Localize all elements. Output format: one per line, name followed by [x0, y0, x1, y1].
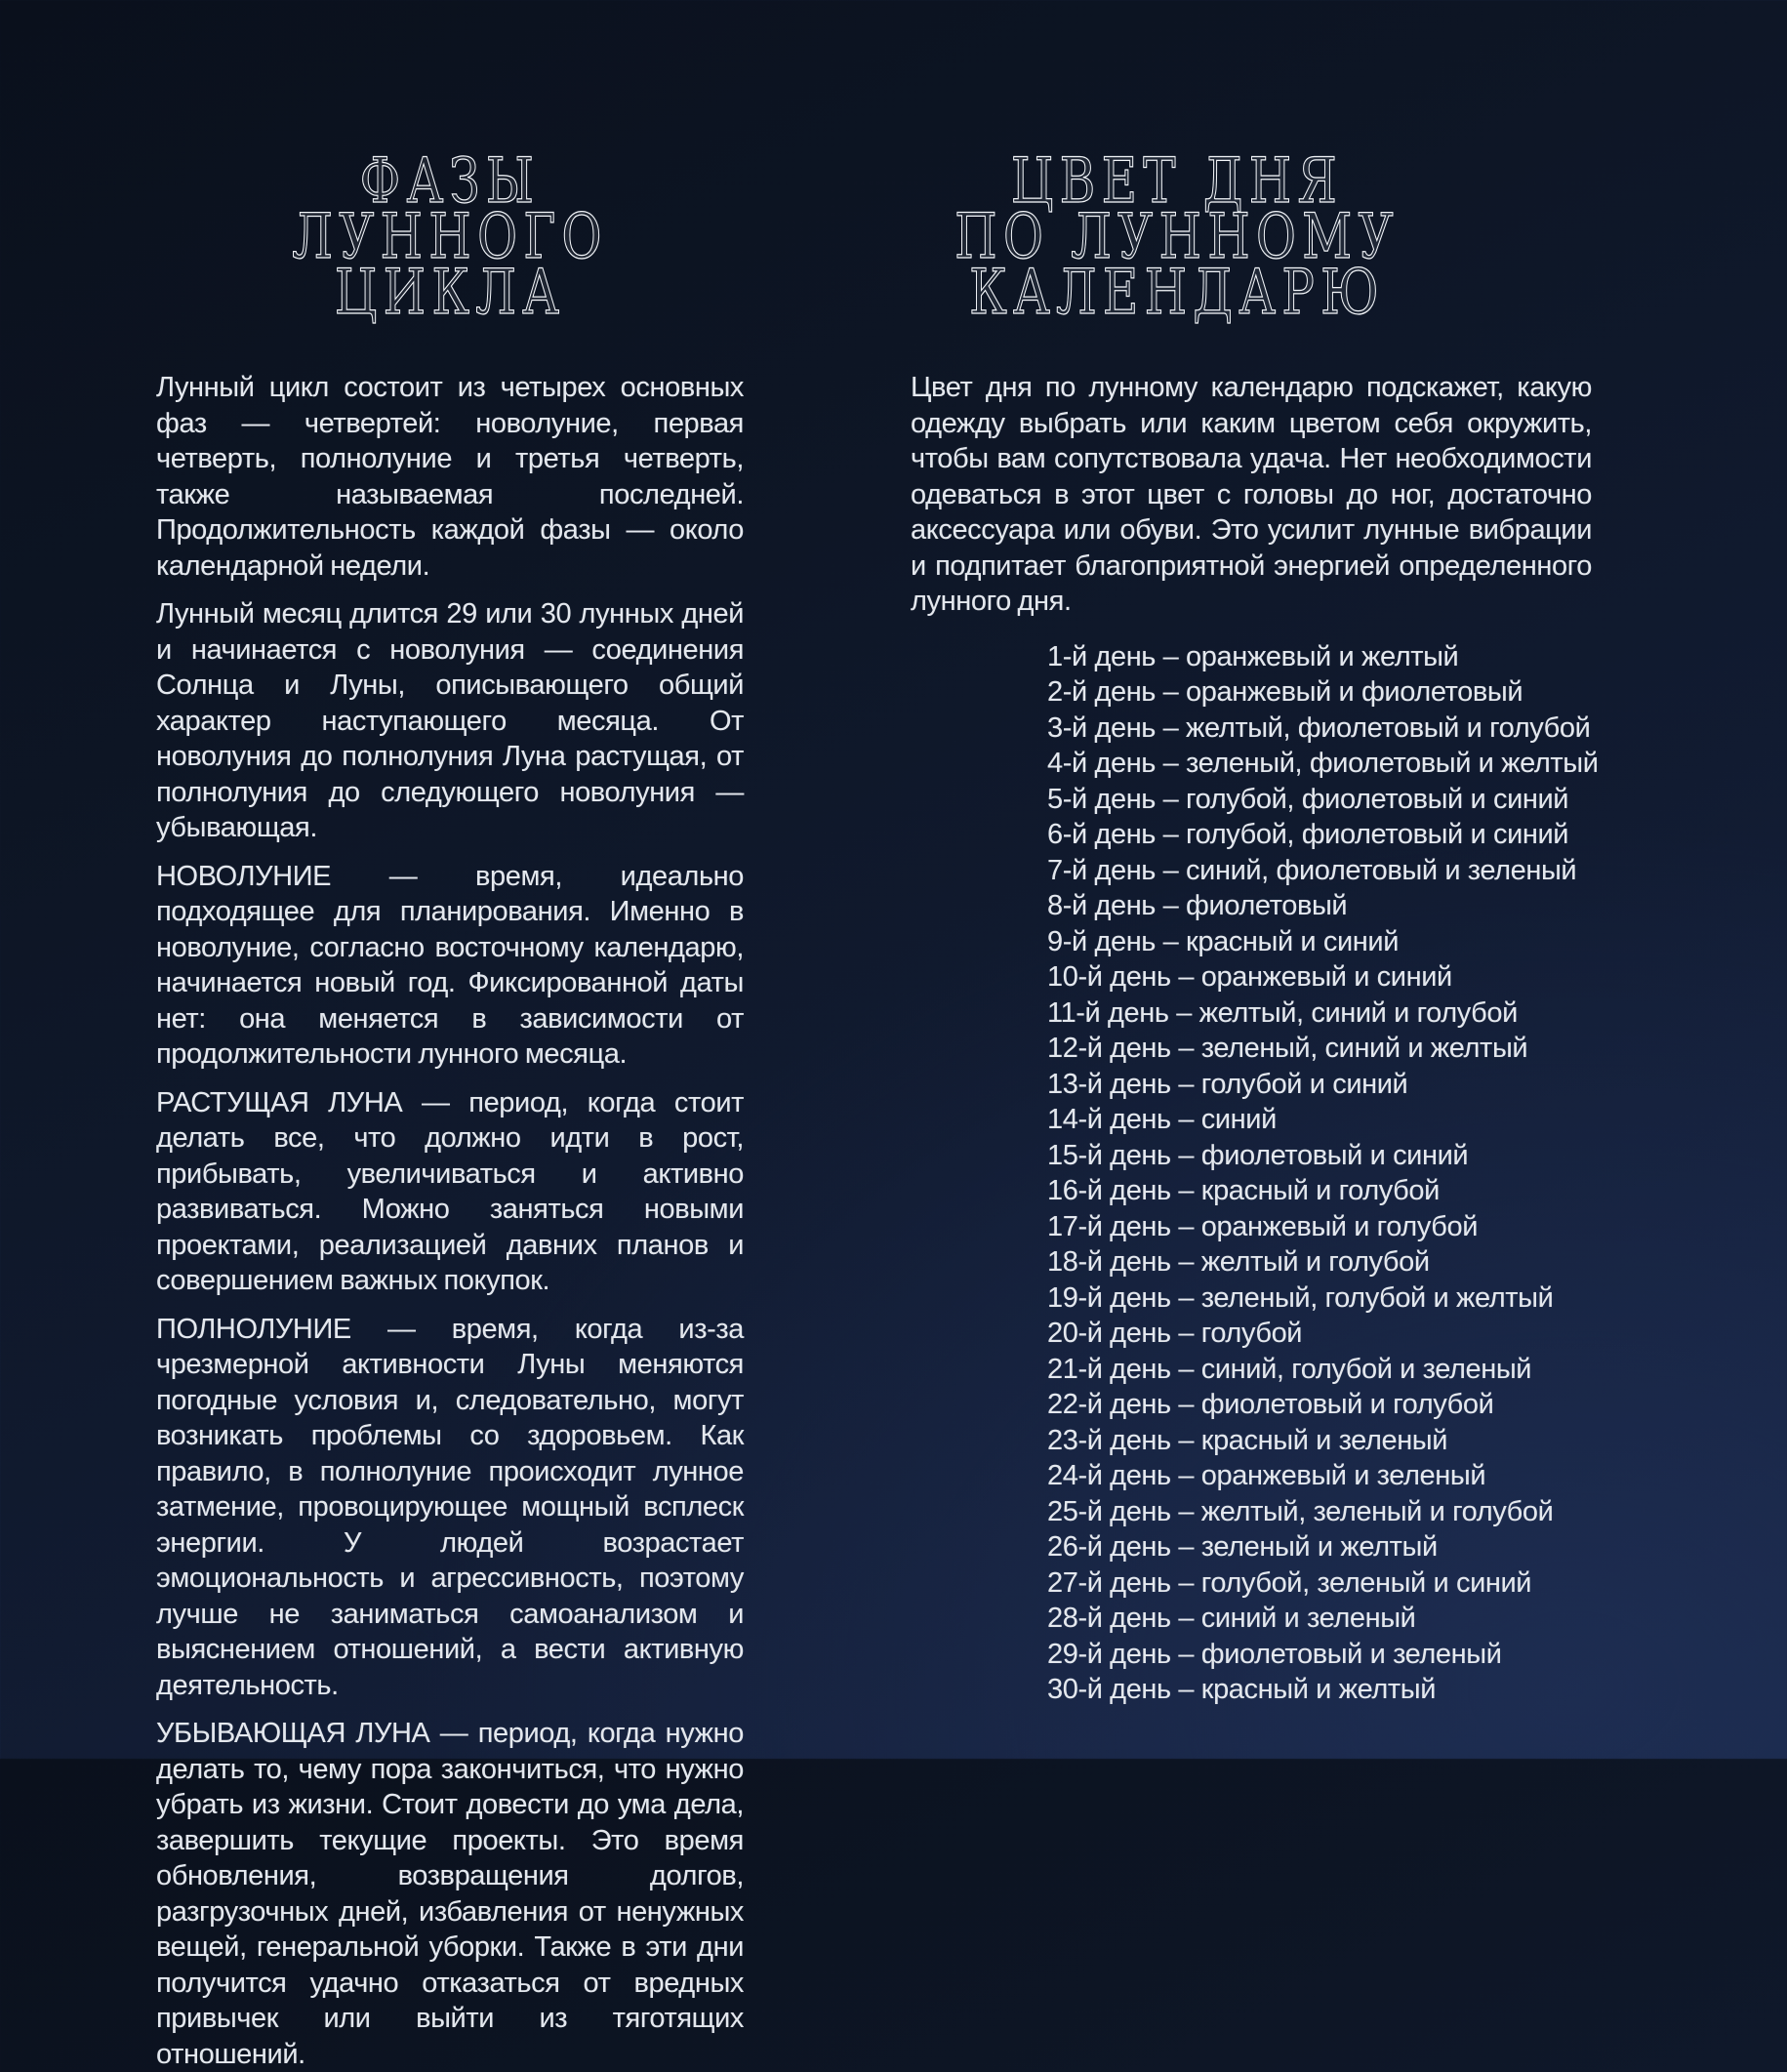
day-color-item: 30-й день – красный и желтый — [1047, 1674, 1437, 1705]
title-line: ЦИКЛА — [334, 257, 566, 329]
day-color-item: 27-й день – голубой, зеленый и синий — [1047, 1566, 1532, 1599]
title-line: КАЛЕНДАРЮ — [969, 257, 1385, 329]
paragraph: УБЫВАЮЩАЯ ЛУНА — период, когда нужно делать то, чему пора закончиться, что нужно убрать из жизни. Стоит довести до ума дела, завершить текущие проекты. Это время обновления, возвращения долгов, разгрузочных дней, избавления от ненужных вещей, генеральной уборки. Также в эти дни получится удачно отказаться от вредных привычек или выйти из тяготящих отношений. — [156, 1718, 744, 2070]
moon-phases-column — [156, 145, 744, 2072]
day-color-item: 16-й день – красный и голубой — [1047, 1175, 1440, 1206]
day-color-item: 14-й день – синий — [1047, 1104, 1277, 1135]
title-line: ПО ЛУННОМУ — [954, 201, 1400, 273]
day-color-item: 29-й день – фиолетовый и зеленый — [1047, 1638, 1502, 1670]
day-color-item: 18-й день – желтый и голубой — [1047, 1246, 1430, 1278]
day-color-intro: Цвет дня по лунному календарю подскажет, какую одежду выбрать или каким цветом себя окружить, чтобы вам сопутствовала удача. Нет необходимости одеваться в этот цвет с головы до ног, достаточно аксессуара или обуви. Это усилит лунные вибрации и подпитает благоприятной энергией определенного лунного дня. — [911, 372, 1592, 617]
title-line: ЦВЕТ ДНЯ — [1010, 145, 1344, 218]
day-color-item: 7-й день – синий, фиолетовый и зеленый — [1047, 854, 1577, 886]
day-color-item: 9-й день – красный и синий — [1047, 925, 1399, 957]
day-color-item: 19-й день – зеленый, голубой и желтый — [1047, 1281, 1554, 1314]
moon-phases-title — [221, 145, 679, 329]
day-color-item: 23-й день – красный и зеленый — [1047, 1424, 1448, 1456]
day-color-item: 6-й день – голубой, фиолетовый и синий — [1047, 819, 1569, 850]
day-color-item: 26-й день – зеленый и желтый — [1047, 1531, 1438, 1563]
day-color-item: 21-й день – синий, голубой и зеленый — [1047, 1353, 1532, 1385]
day-color-item: 4-й день – зеленый, фиолетовый и желтый — [1047, 748, 1599, 779]
day-color-item: 10-й день – оранжевый и синий — [1047, 961, 1452, 993]
day-color-item: 25-й день – желтый, зеленый и голубой — [1047, 1495, 1554, 1527]
paragraph: Лунный месяц длится 29 или 30 лунных дней и начинается с новолуния — соединения Солнца и Луны, описывающего общий характер наступающего месяца. От новолуния до полнолуния Луна растущая, от полнолуния до следующего новолуния — убывающая. — [156, 598, 744, 843]
day-color-item: 15-й день – фиолетовый и синий — [1047, 1139, 1469, 1171]
day-color-item: 2-й день – оранжевый и фиолетовый — [1047, 676, 1523, 708]
title-line: ФАЗЫ — [359, 145, 541, 218]
day-color-item: 8-й день – фиолетовый — [1047, 890, 1348, 921]
day-color-item: 13-й день – голубой и синий — [1047, 1068, 1408, 1100]
day-color-item: 3-й день – желтый, фиолетовый и голубой — [1047, 711, 1591, 744]
day-color-title — [912, 145, 1442, 329]
day-color-item: 17-й день – оранжевый и голубой — [1047, 1210, 1478, 1242]
day-color-item: 12-й день – зеленый, синий и желтый — [1047, 1033, 1528, 1064]
title-line: ЛУННОГО — [292, 201, 608, 273]
paragraph: ПОЛНОЛУНИЕ — время, когда из-за чрезмерной активности Луны меняются погодные условия и, следовательно, могут возникать проблемы со здоровьем. Как правило, в полнолуние происходит лунное затмение, провоцирующее мощный всплеск энергии. У людей возрастает эмоциональность и агрессивность, поэтому лучше не заниматься самоанализом и выяснением отношений, а вести активную деятельность. — [156, 1313, 744, 1701]
day-color-item: 20-й день – голубой — [1047, 1318, 1303, 1349]
paragraph: РАСТУЩАЯ ЛУНА — период, когда стоит делать все, что должно идти в рост, прибывать, увеличиваться и активно развиваться. Можно заняться новыми проектами, реализацией давних планов и совершением важных покупок. — [156, 1086, 744, 1296]
day-color-list — [911, 639, 1599, 1708]
day-color-item: 5-й день – голубой, фиолетовый и синий — [1047, 783, 1569, 815]
day-color-item: 1-й день – оранжевый и желтый — [1047, 640, 1459, 672]
day-color-item: 11-й день – желтый, синий и голубой — [1047, 996, 1518, 1029]
day-color-item: 22-й день – фиолетовый и голубой — [1047, 1389, 1494, 1420]
day-color-column — [911, 145, 1599, 1708]
moon-phases-text — [156, 370, 744, 2072]
day-color-item: 24-й день – оранжевый и зеленый — [1047, 1460, 1486, 1491]
paragraph: Лунный цикл состоит из четырех основных фаз — четвертей: новолуние, первая четверть, полнолуние и третья четверть, также называемая последней. Продолжительность каждой фазы — около календарной недели. — [156, 372, 744, 582]
paragraph: НОВОЛУНИЕ — время, идеально подходящее для планирования. Именно в новолуние, согласно восточному календарю, начинается новый год. Фиксированной даты нет: она меняется в зависимости от продолжительности лунного месяца. — [156, 860, 744, 1070]
day-color-item: 28-й день – синий и зеленый — [1047, 1603, 1416, 1634]
